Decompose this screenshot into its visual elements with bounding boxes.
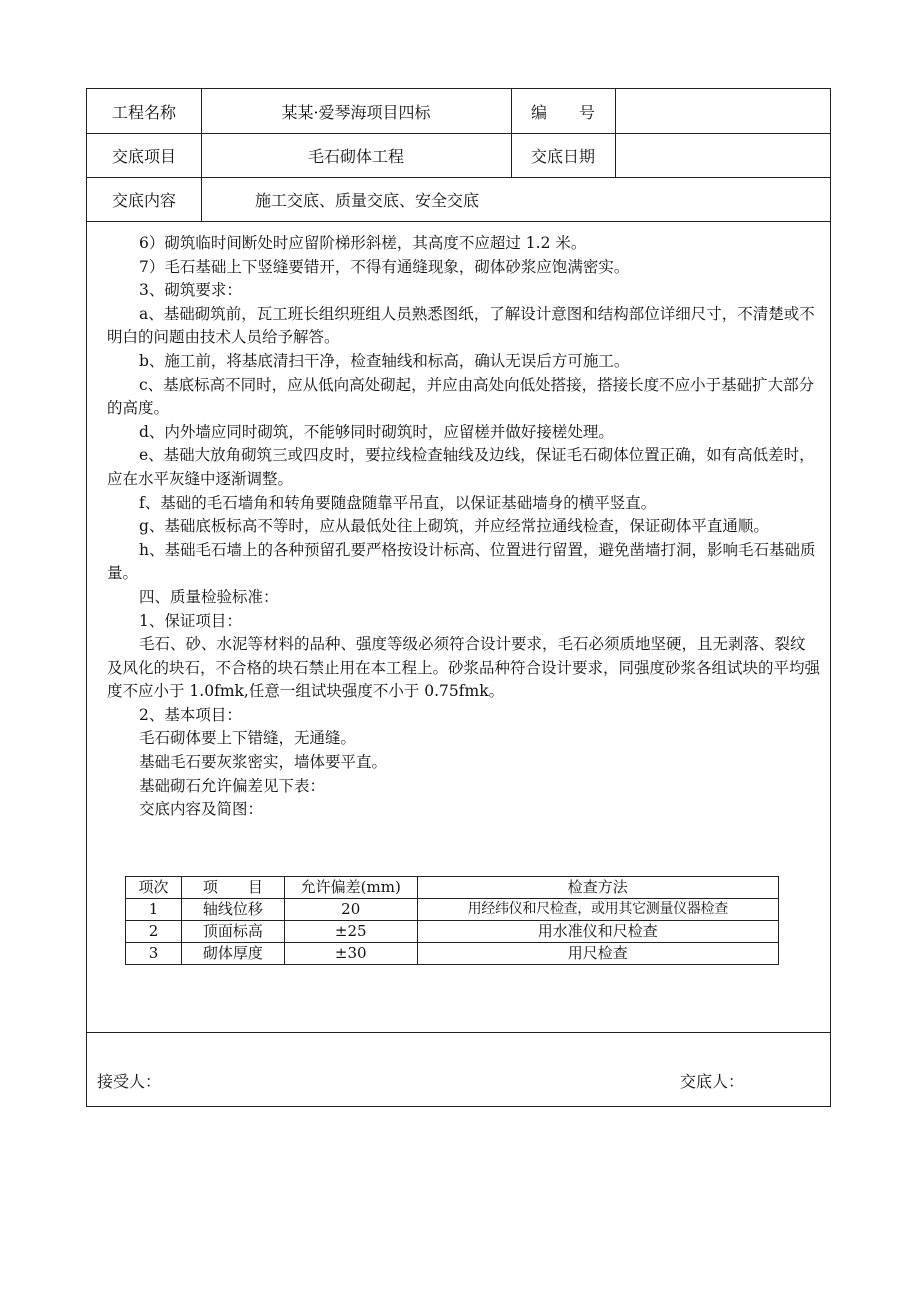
table-cell: 3 — [126, 943, 182, 965]
table-cell: 2 — [126, 921, 182, 943]
body-line: d、内外墙应同时砌筑，不能够同时砌筑时，应留槎并做好接槎处理。 — [139, 422, 614, 441]
body-line: 基础砌石允许偏差见下表： — [139, 776, 326, 795]
body-line: 交底内容及简图： — [139, 800, 264, 819]
header-row-content — [87, 178, 830, 222]
header-row-item — [87, 134, 830, 178]
deviation-table — [125, 876, 779, 965]
body-line: a、基础砌筑前，瓦工班长组织班组人员熟悉图纸，了解设计意图和结构部位详细尺寸，不清楚或不明白的问题由技术人员给予解答。 — [107, 304, 815, 347]
table-header-row — [126, 877, 779, 899]
table-header-cell: 检查方法 — [417, 877, 778, 899]
body-line: f、基础的毛石墙角和转角要随盘随靠平吊直，以保证基础墙身的横平竖直。 — [139, 493, 657, 512]
date-value — [615, 134, 830, 177]
subsection-heading: 1、保证项目： — [139, 611, 242, 630]
body-line: 6）砌筑临时间断处时应留阶梯形斜槎，其高度不应超过 1.2 米。 — [139, 234, 587, 252]
subsection-heading: 2、基本项目： — [139, 705, 242, 724]
body-line: c、基底标高不同时，应从低向高处砌起，并应由高处向低处搭接，搭接长度不应小于基础扩大部分的高度。 — [107, 375, 815, 418]
divider — [201, 178, 202, 221]
body-line: 基础毛石要灰浆密实，墙体要平直。 — [139, 753, 388, 772]
presenter-label: 交底人： — [680, 1072, 745, 1091]
table-cell: ±25 — [284, 921, 417, 943]
body-line: 毛石砌体要上下错缝，无通缝。 — [139, 729, 357, 748]
table-row — [126, 921, 779, 943]
table-cell: 用尺检查 — [417, 943, 778, 965]
number-label: 编 号 — [530, 102, 595, 122]
table-cell: 轴线位移 — [181, 899, 284, 921]
date-label: 交底日期 — [530, 147, 595, 166]
body-line: 7）毛石基础上下竖缝要错开，不得有通缝现象，砌体砂浆应饱满密实。 — [139, 257, 630, 276]
disclosure-body — [87, 222, 830, 822]
section-heading: 四、质量检验标准： — [139, 587, 279, 606]
table-cell: 20 — [284, 899, 417, 921]
table-cell: ±30 — [284, 943, 417, 965]
table-header-cell: 允许偏差(mm) — [284, 877, 417, 899]
content-value: 施工交底、质量交底、安全交底 — [255, 191, 480, 210]
table-cell: 砌体厚度 — [181, 943, 284, 965]
project-name-value: 某某·爱琴海项目四标 — [281, 102, 431, 122]
body-line: h、基础毛石墙上的各种预留孔要严格按设计标高、位置进行留置，避免凿墙打洞，影响毛石基础质量。 — [107, 540, 816, 583]
receiver-label: 接受人： — [97, 1072, 162, 1091]
body-line: 毛石、砂、水泥等材料的品种、强度等级必须符合设计要求，毛石必须质地坚硬，且无剥落、裂纹及风化的块石，不合格的块石禁止用在本工程上。砂浆品种符合设计要求，同强度砂浆各组试块的平均强度不应小于 1.0fmk,任意一组试块强度不小于 0.75fmk。 — [107, 635, 821, 701]
body-line: b、施工前，将基底清扫干净，检查轴线和标高，确认无误后方可施工。 — [139, 351, 630, 370]
body-line: e、基础大放角砌筑三或四皮时，要拉线检查轴线及边线，保证毛石砌体位置正确，如有高低差时，应在水平灰缝中逐渐调整。 — [107, 446, 815, 488]
header-row-project — [87, 89, 830, 134]
table-cell: 用经纬仪和尺检查，或用其它测量仪器检查 — [417, 899, 778, 921]
table-row — [126, 899, 779, 921]
project-name-label: 工程名称 — [111, 102, 176, 122]
table-cell: 顶面标高 — [181, 921, 284, 943]
content-label: 交底内容 — [111, 191, 176, 210]
table-cell: 1 — [126, 899, 182, 921]
table-header-cell: 项次 — [126, 877, 182, 899]
body-line: g、基础底板标高不等时，应从最低处往上砌筑，并应经常拉通线检查，保证砌体平直通顺。 — [139, 517, 769, 536]
number-value — [615, 89, 830, 133]
body-line: 3、砌筑要求： — [139, 281, 242, 300]
table-row — [126, 943, 779, 965]
table-cell: 用水准仪和尺检查 — [417, 921, 778, 943]
disclosure-form — [86, 88, 831, 1107]
item-value: 毛石砌体工程 — [307, 147, 404, 166]
item-label: 交底项目 — [111, 147, 176, 166]
signature-row — [87, 1032, 830, 1108]
table-header-cell: 项 目 — [181, 877, 284, 899]
